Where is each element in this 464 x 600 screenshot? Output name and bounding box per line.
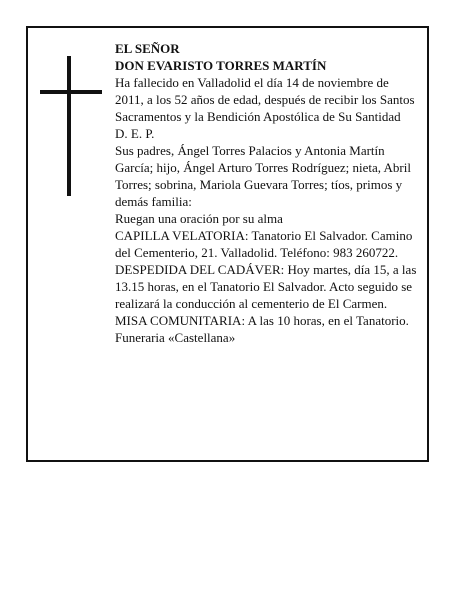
cross-icon: [40, 56, 102, 196]
prayer-request: Ruegan una oración por su alma: [115, 211, 283, 226]
cross-vertical-bar: [67, 56, 71, 196]
death-announcement: Ha fallecido en Valladolid el día 14 de noviembre de 2011, a los 52 años de edad, después de recibir los Santos Sacramentos y la Bendición Apostólica de Su Santidad: [115, 75, 415, 124]
farewell-info: DESPEDIDA DEL CADÁVER: Hoy martes, día 15, a las 13.15 horas, en el Tanatorio El Salvador. Acto seguido se realizará la conducción al cementerio de El Carmen.: [115, 262, 417, 311]
mass-info: MISA COMUNITARIA: A las 10 horas, en el Tanatorio.: [115, 313, 409, 328]
notice-title: EL SEÑOR: [115, 41, 180, 56]
funeral-home: Funeraria «Castellana»: [115, 330, 236, 345]
family-list: Sus padres, Ángel Torres Palacios y Antonia Martín García; hijo, Ángel Arturo Torres Rodríguez; nieta, Abril Torres; sobrina, Mariola Guevara Torres; tíos, primos y demás familia:: [115, 143, 411, 209]
obituary-notice: [26, 26, 429, 462]
rest-in-peace: D. E. P.: [115, 126, 155, 141]
notice-text: [115, 40, 420, 346]
chapel-info: CAPILLA VELATORIA: Tanatorio El Salvador. Camino del Cementerio, 21. Valladolid. Teléfono: 983 260722.: [115, 228, 413, 260]
deceased-name: DON EVARISTO TORRES MARTÍN: [115, 58, 327, 73]
cross-horizontal-bar: [40, 90, 102, 94]
